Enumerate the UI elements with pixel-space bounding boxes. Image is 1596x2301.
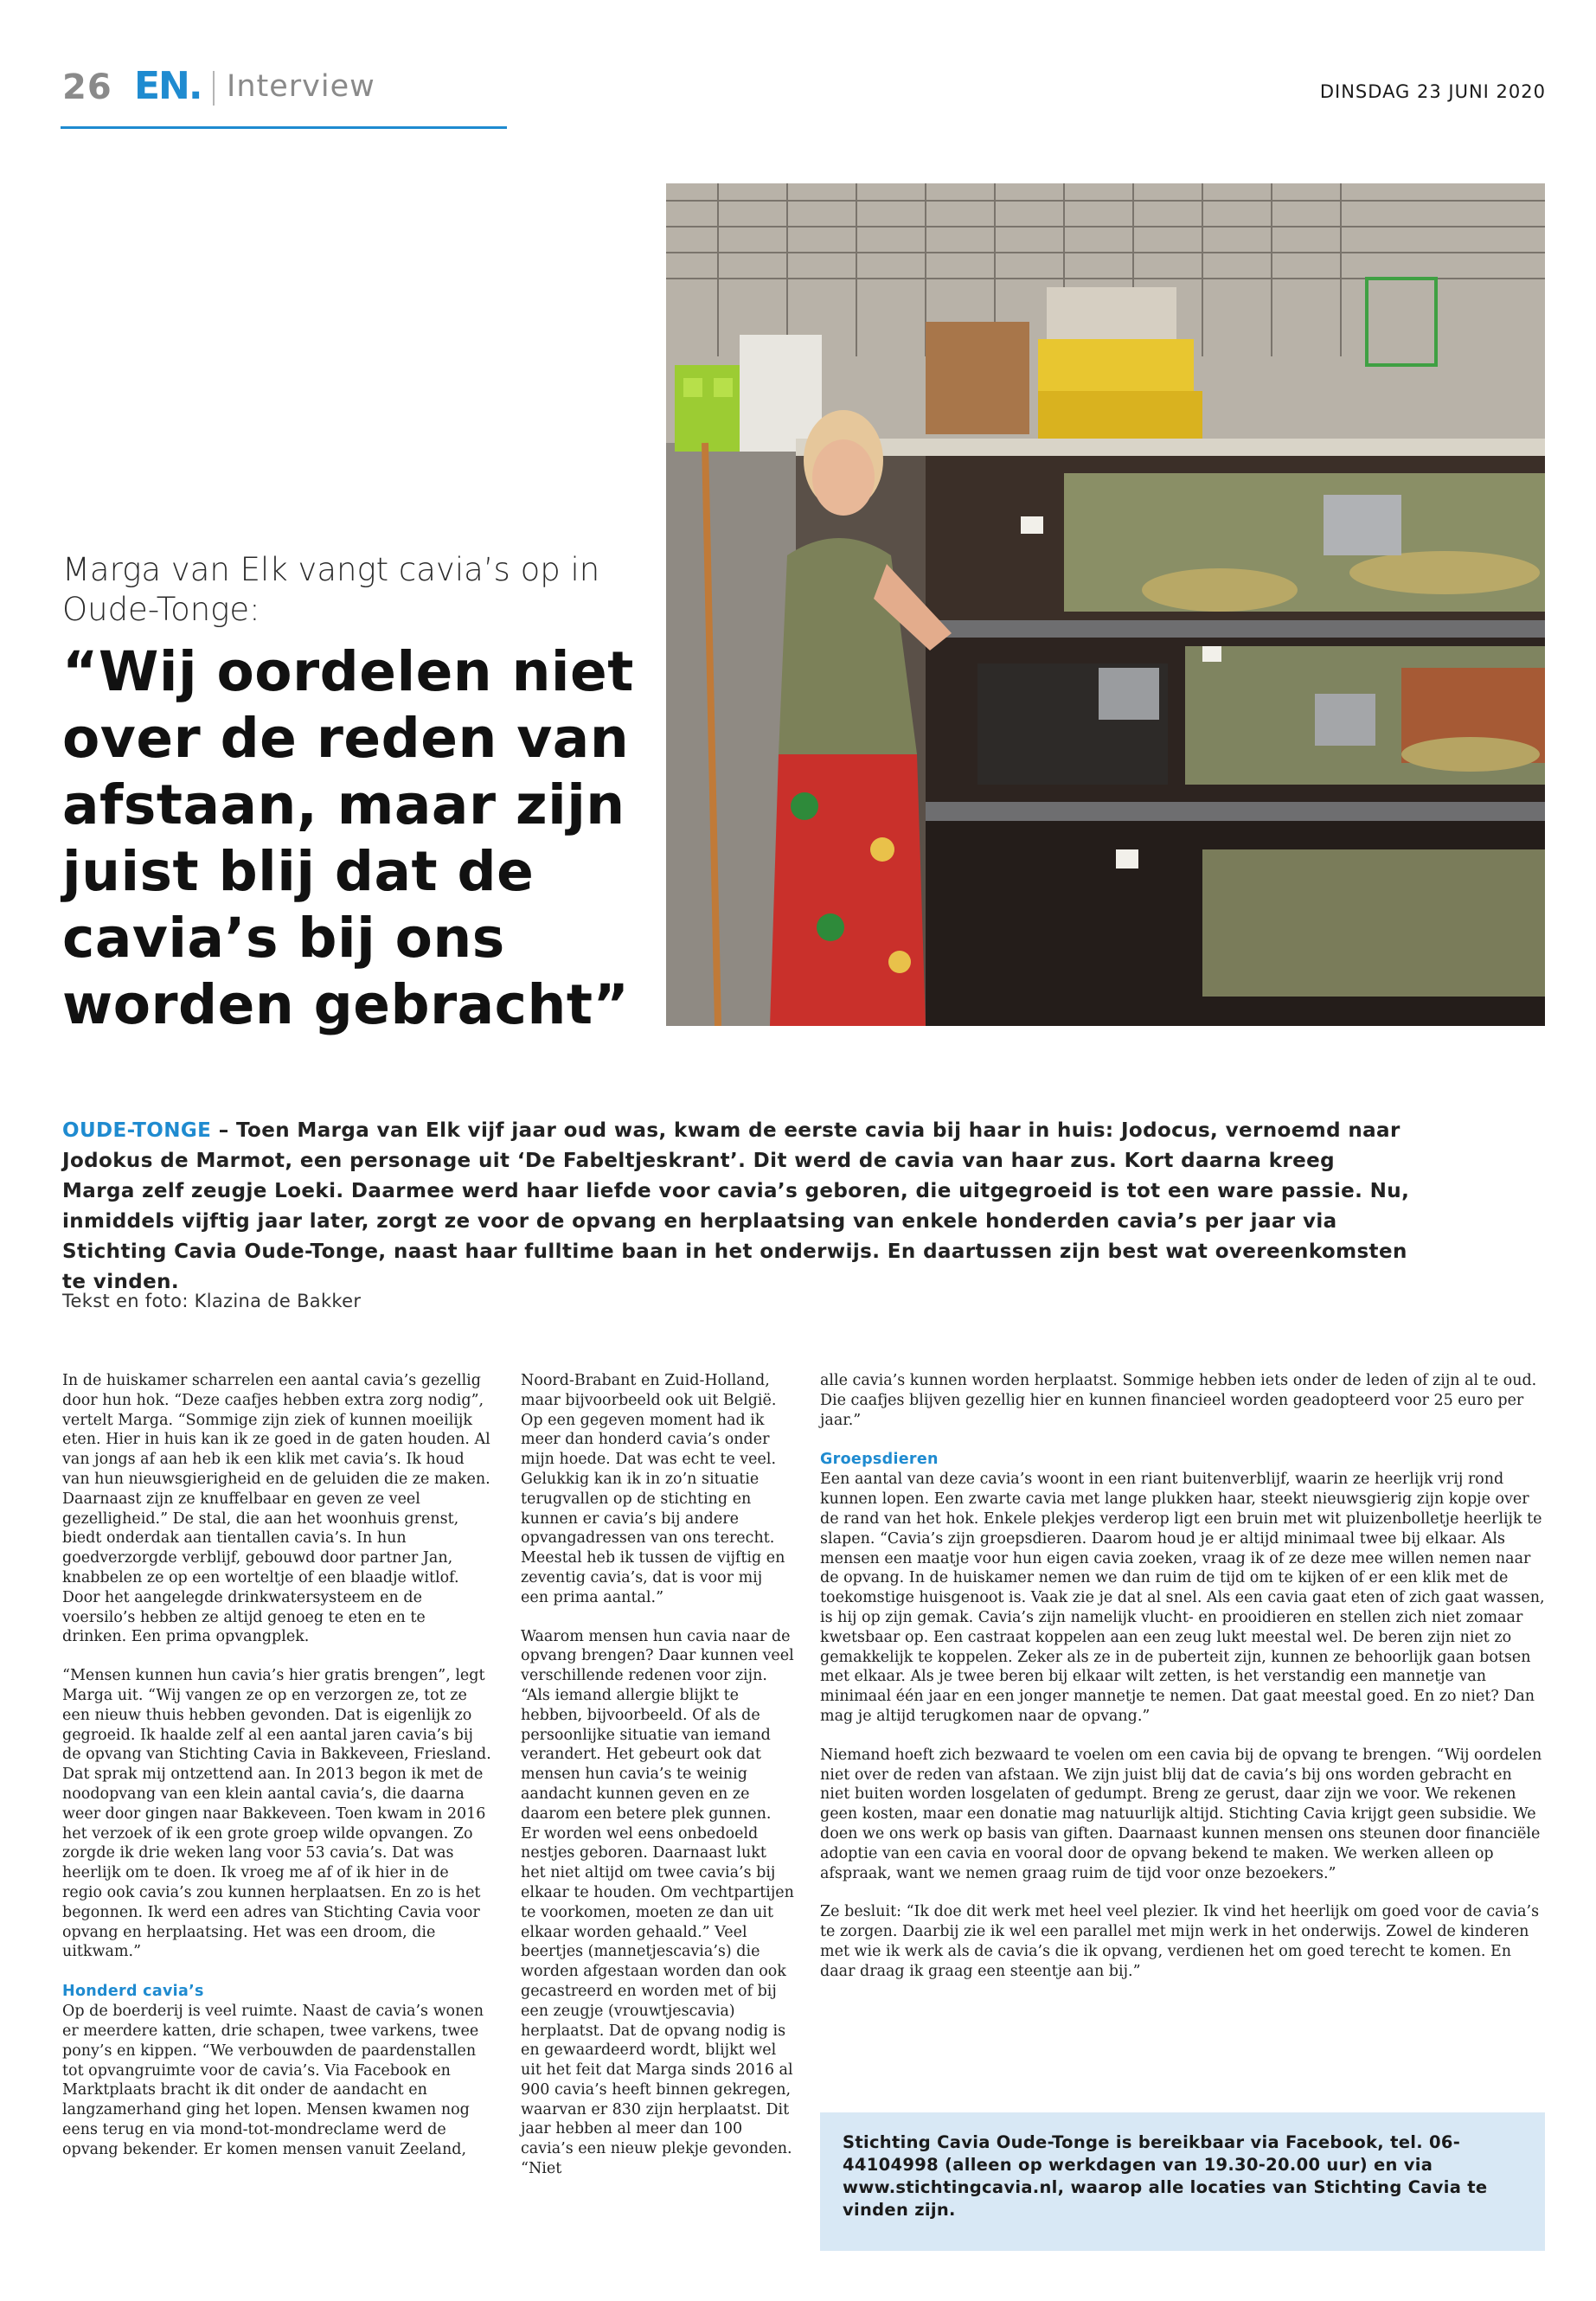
paragraph: Noord-Brabant en Zuid-Holland, maar bijvoorbeeld ook uit België. Op een gegeven moment had ik meer dan honderd cavia’s onder mijn hoede. Dat was echt te veel. Gelukkig kan ik in zo’n situatie terugvallen op de stichting en kunnen er cavia’s bij andere opvangadressen van ons terecht. Meestal heb ik tussen de vijftig en zeventig cavia’s, dat is voor mij een prima aantal.” [521, 1372, 785, 1606]
article-intro [62, 1116, 1412, 1298]
paragraph: Een aantal van deze cavia’s woont in een riant buitenverblijf, waarin ze heerlijk vrij rond kunnen lopen. Een zwarte cavia met lange plukken haar, steekt nieuwsgierig zijn kopje over de rand van het hok. Enkele plekjes verderop ligt een bruin met wit pluizenbolletje heerlijk te slapen. “Cavia’s zijn groepsdieren. Daarom houd je er altijd minimaal twee bij elkaar. Als mensen een maatje voor hun eigen cavia zoeken, vraag ik of ze deze mee willen nemen naar de opvang. In de huiskamer nemen we dan ruim de tijd om te kijken of er een klik met de toekomstige huisgenoot is. Vaak zie je dat al snel. Als een cavia gaat eten of zich gaat wassen, is hij op zijn gemak. Cavia’s zijn namelijk vlucht- en prooidieren en stellen zich niet zomaar kwetsbaar op. Een castraat koppelen aan een zeug lukt meestal wel. De beren zijn niet zo gemakkelijk te koppelen. Zeker als ze in de puberteit zijn, kunnen ze behoorlijk gaan botsen met elkaar. Als je twee beren bij elkaar wilt zetten, is het verstandig een mannetje van minimaal één jaar en een jonger mannetje te nemen. Dat gaat meestal goed. En zo niet? Dan mag je altijd terugkomen naar de opvang.” [820, 1471, 1545, 1725]
photo-cavia-stable-illustration [666, 183, 1545, 1026]
article-column-2 [521, 1371, 794, 2198]
paragraph: alle cavia’s kunnen worden herplaatst. Sommige hebben iets onder de leden of zijn al te oud. Die caafjes blijven gezellig hier en kunnen financieel worden geadopteerd voor 25 euro per jaar.” [820, 1372, 1537, 1429]
subheading-honderd-cavias: Honderd cavia’s [62, 1983, 204, 2001]
issue-date: DINSDAG 23 JUNI 2020 [1319, 81, 1546, 102]
paragraph: In de huiskamer scharrelen een aantal cavia’s gezellig door hun hok. “Deze caafjes hebben extra zorg nodig”, vertelt Marga. “Sommige zijn ziek of kunnen moeilijk eten. Hier in huis kan ik ze goed in de gaten houden. Al van jongs af aan heb ik een klik met cavia’s. Ik houd van hun nieuwsgierigheid en de geluiden die ze maken. Daarnaast zijn ze knuffelbaar en geven ze veel gezelligheid.” De stal, die aan het woonhuis grenst, biedt onderdak aan tientallen cavia’s. In hun goedverzorgde verblijf, gebouwd door partner Jan, knabbelen ze op een worteltje of een blaadje witlof. Door het aangelegde drinkwatersysteem en de voersilo’s hebben ze altijd genoeg te eten en te drinken. Een prima opvangplek. [62, 1372, 490, 1646]
paragraph: “Mensen kunnen hun cavia’s hier gratis brengen”, legt Marga uit. “Wij vangen ze op en verzorgen ze, tot ze een nieuw thuis hebben gevonden. Dat is eigenlijk zo gegroeid. Ik haalde zelf al een aantal jaren cavia’s bij de opvang van Stichting Cavia in Bakkeveen, Friesland. Dat sprak mij ontzettend aan. In 2013 begon ik met de noodopvang van een klein aantal cavia’s, die daarna weer door gingen naar Bakkeveen. Toen kwam in 2016 het verzoek of ik een grote groep wilde opvangen. Zo zorgde ik drie weken lang voor 53 cavia’s. Dat was heerlijk om te doen. Ik vroeg me af of ik hier in de regio ook cavia’s zou kunnen herplaatsen. En zo is het begonnen. Ik werd een adres van Stichting Cavia voor opvang en herplaatsing. Het was een droom, die uitkwam.” [62, 1667, 491, 1961]
header-accent-line [61, 126, 507, 129]
subheading-groepsdieren: Groepsdieren [820, 1451, 939, 1469]
article-column-1 [62, 1371, 491, 2178]
paragraph: Waarom mensen hun cavia naar de opvang brengen? Daar kunnen veel verschillende redenen voor zijn. “Als iemand allergie blijkt te hebben, bijvoorbeeld. Of als de persoonlijke situatie van iemand verandert. Het gebeurt ook dat mensen hun cavia’s te weinig aandacht kunnen geven en ze daarom een betere plek gunnen. Er worden wel eens onbedoeld nestjes geboren. Daarnaast lukt het niet altijd om twee cavia’s bij elkaar te houden. Om vechtpartijen te voorkomen, moeten ze dan uit elkaar worden gehaald.” Veel beertjes (mannetjescavia’s) die worden afgestaan worden dan ook gecastreerd en worden met of bij een zeugje (vrouwtjescavia) herplaatst. Dat de opvang nodig is en gewaardeerd wordt, blijkt wel uit het feit dat Marga sinds 2016 al 900 cavia’s heeft binnen gekregen, waarvan er 830 zijn herplaatst. Dit jaar hebben al meer dan 100 cavia’s een nieuw plekje gevonden. “Niet [521, 1627, 794, 2178]
header-divider [213, 71, 215, 106]
paragraph: Op de boerderij is veel ruimte. Naast de cavia’s wonen er meerdere katten, drie schapen, twee varkens, twee pony’s en kippen. “We verbouwden de paardenstallen tot opvangruimte voor de cavia’s. Via Facebook en Marktplaats bracht ik dit onder de aandacht en langzamerhand ging het lopen. Mensen kwamen nog eens terug en via mond-tot-mondreclame werd de opvang bekender. Er komen mensen vanuit Zeeland, [62, 2003, 484, 2158]
contact-info-text: Stichting Cavia Oude-Tonge is bereikbaar via Facebook, tel. 06-44104998 (alleen op werkdagen van 19.30-20.00 uur) en via www.stichtingcavia.nl, waarop alle locaties van Stichting Cavia te vinden zijn. [843, 2132, 1488, 2220]
intro-text: – Toen Marga van Elk vijf jaar oud was, kwam de eerste cavia bij haar in huis: Jodocus, vernoemd naar Jodokus de Marmot, een personage uit ‘De Fabeltjeskrant’. Dit werd de cavia van haar zus. Kort daarna kreeg Marga zelf zeugje Loeki. Daarmee werd haar liefde voor cavia’s geboren, die uitgegroeid is tot een ware passie. Nu, inmiddels vijftig jaar later, zorgt ze voor de opvang en herplaatsing van enkele honderden cavia’s per jaar via Stichting Cavia Oude-Tonge, naast haar fulltime baan in het onderwijs. En daartussen zijn best wat overeenkomsten te vinden. [62, 1119, 1410, 1293]
contact-info-box [820, 2112, 1545, 2251]
article-headline: “Wij oordelen niet over de reden van afstaan, maar zijn juist blij dat de cavia’s bij ons worden gebracht” [62, 640, 634, 1036]
newspaper-logo: EN. [134, 64, 202, 108]
paragraph: Niemand hoeft zich bezwaard te voelen om een cavia bij de opvang te brengen. “Wij oordelen niet over de reden van afstaan. We zijn juist blij dat de cavia’s bij ons worden gebracht en niet buiten worden losgelaten of gedumpt. Breng ze gerust, daar zijn we voor. We rekenen geen kosten, maar een donatie mag natuurlijk altijd. Stichting Cavia krijgt geen subsidie. We doen we ons werk op basis van giften. Daarnaast kunnen mensen ons steunen door financiële adoptie van een cavia en vooral door de opvang bekend te maken. We werken alleen op afspraak, want we nemen graag ruim de tijd voor onze bezoekers.” [820, 1746, 1542, 1882]
byline: Tekst en foto: Klazina de Bakker [62, 1291, 362, 1311]
article-column-3 [820, 1371, 1545, 2001]
page-number: 26 [62, 67, 112, 107]
section-label: Interview [227, 69, 375, 104]
dateline: OUDE-TONGE [62, 1119, 212, 1142]
article-kicker: Marga van Elk vangt cavia’s op in Oude-Tonge: [62, 551, 600, 628]
paragraph: Ze besluit: “Ik doe dit werk met heel veel plezier. Ik vind het heerlijk om goed voor de cavia’s te zorgen. Daarbij zie ik wel een parallel met mijn werk in het onderwijs. Zowel de kinderen met wie ik werk als de cavia’s die ik opvang, verdienen het om goed terecht te komen. En daar draag ik graag een steentje aan bij.” [820, 1903, 1540, 1980]
article-photo [666, 183, 1545, 1026]
